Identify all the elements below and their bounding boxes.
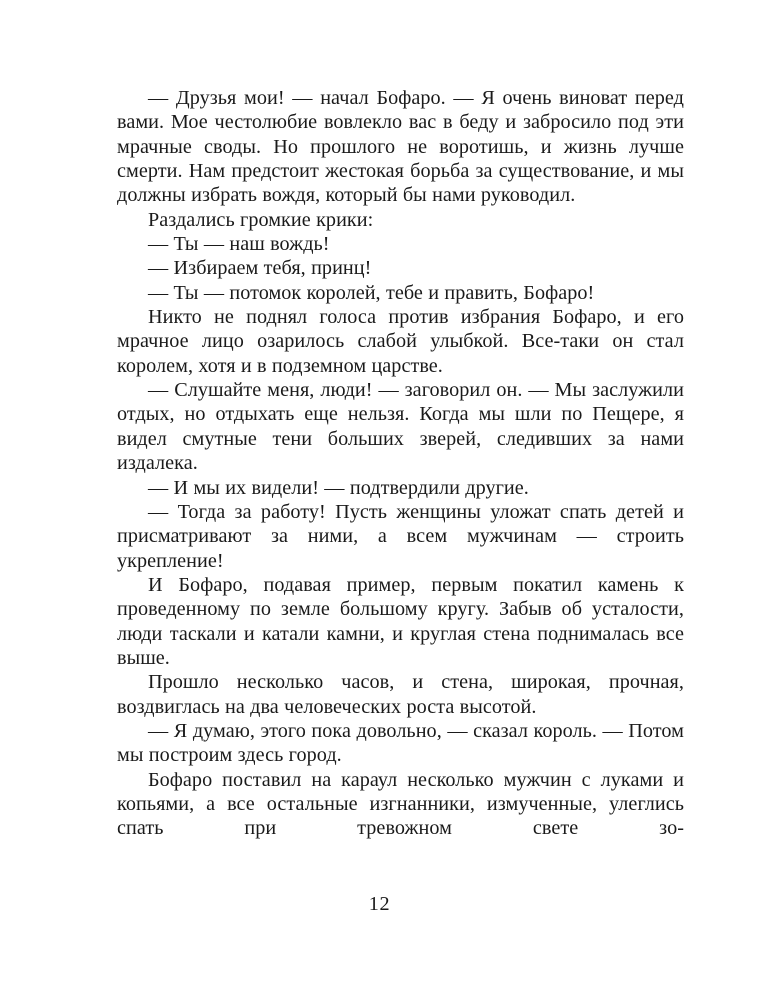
paragraph: Бофаро поставил на караул несколько мужчин с луками и копьями, а все остальные изгнанники, измученные, улеглись спать при тревожном свете зо- <box>117 768 684 840</box>
paragraph: — И мы их видели! — подтвердили другие. <box>148 476 529 499</box>
paragraph: Раздались громкие крики: <box>148 208 374 231</box>
paragraph: — Тогда за работу! Пусть женщины уложат спать детей и присматривают за ними, а всем мужчинам — строить укрепление! <box>117 500 684 572</box>
paragraph: — Слушайте меня, люди! — заговорил он. — Мы заслужили отдых, но отдыхать еще нельзя. Когда мы шли по Пещере, я видел смутные тени больших зверей, следивших за нами издалека. <box>117 379 684 475</box>
paragraph: — Я думаю, этого пока довольно, — сказал король. — Потом мы построим здесь город. <box>117 719 684 767</box>
paragraph: Прошло несколько часов, и стена, широкая, прочная, воздвиглась на два человеческих роста высотой. <box>117 671 684 718</box>
page-number: 12 <box>368 893 391 915</box>
paragraph: — Избираем тебя, принц! <box>148 257 372 280</box>
body-text-column <box>117 86 684 841</box>
paragraph: И Бофаро, подавая пример, первым покатил камень к проведенному по земле большому кругу. Забыв об усталости, люди таскали и катали камни, и круглая стена поднималась все выше. <box>117 573 684 669</box>
paragraph: — Друзья мои! — начал Бофаро. — Я очень виноват перед вами. Мое честолюбие вовлекло вас в беду и забросило под эти мрачные своды. Но прошлого не воротишь, и жизнь лучше смерти. Нам предстоит жестокая борьба за существование, и мы должны избрать вождя, который бы нами руководил. <box>117 87 684 207</box>
paragraph: — Ты — наш вождь! <box>148 233 330 256</box>
paragraph: — Ты — потомок королей, тебе и править, Бофаро! <box>148 281 595 304</box>
paragraph: Никто не поднял голоса против избрания Бофаро, и его мрачное лицо озарилось слабой улыбкой. Все-таки он стал королем, хотя и в подземном царстве. <box>117 306 684 377</box>
